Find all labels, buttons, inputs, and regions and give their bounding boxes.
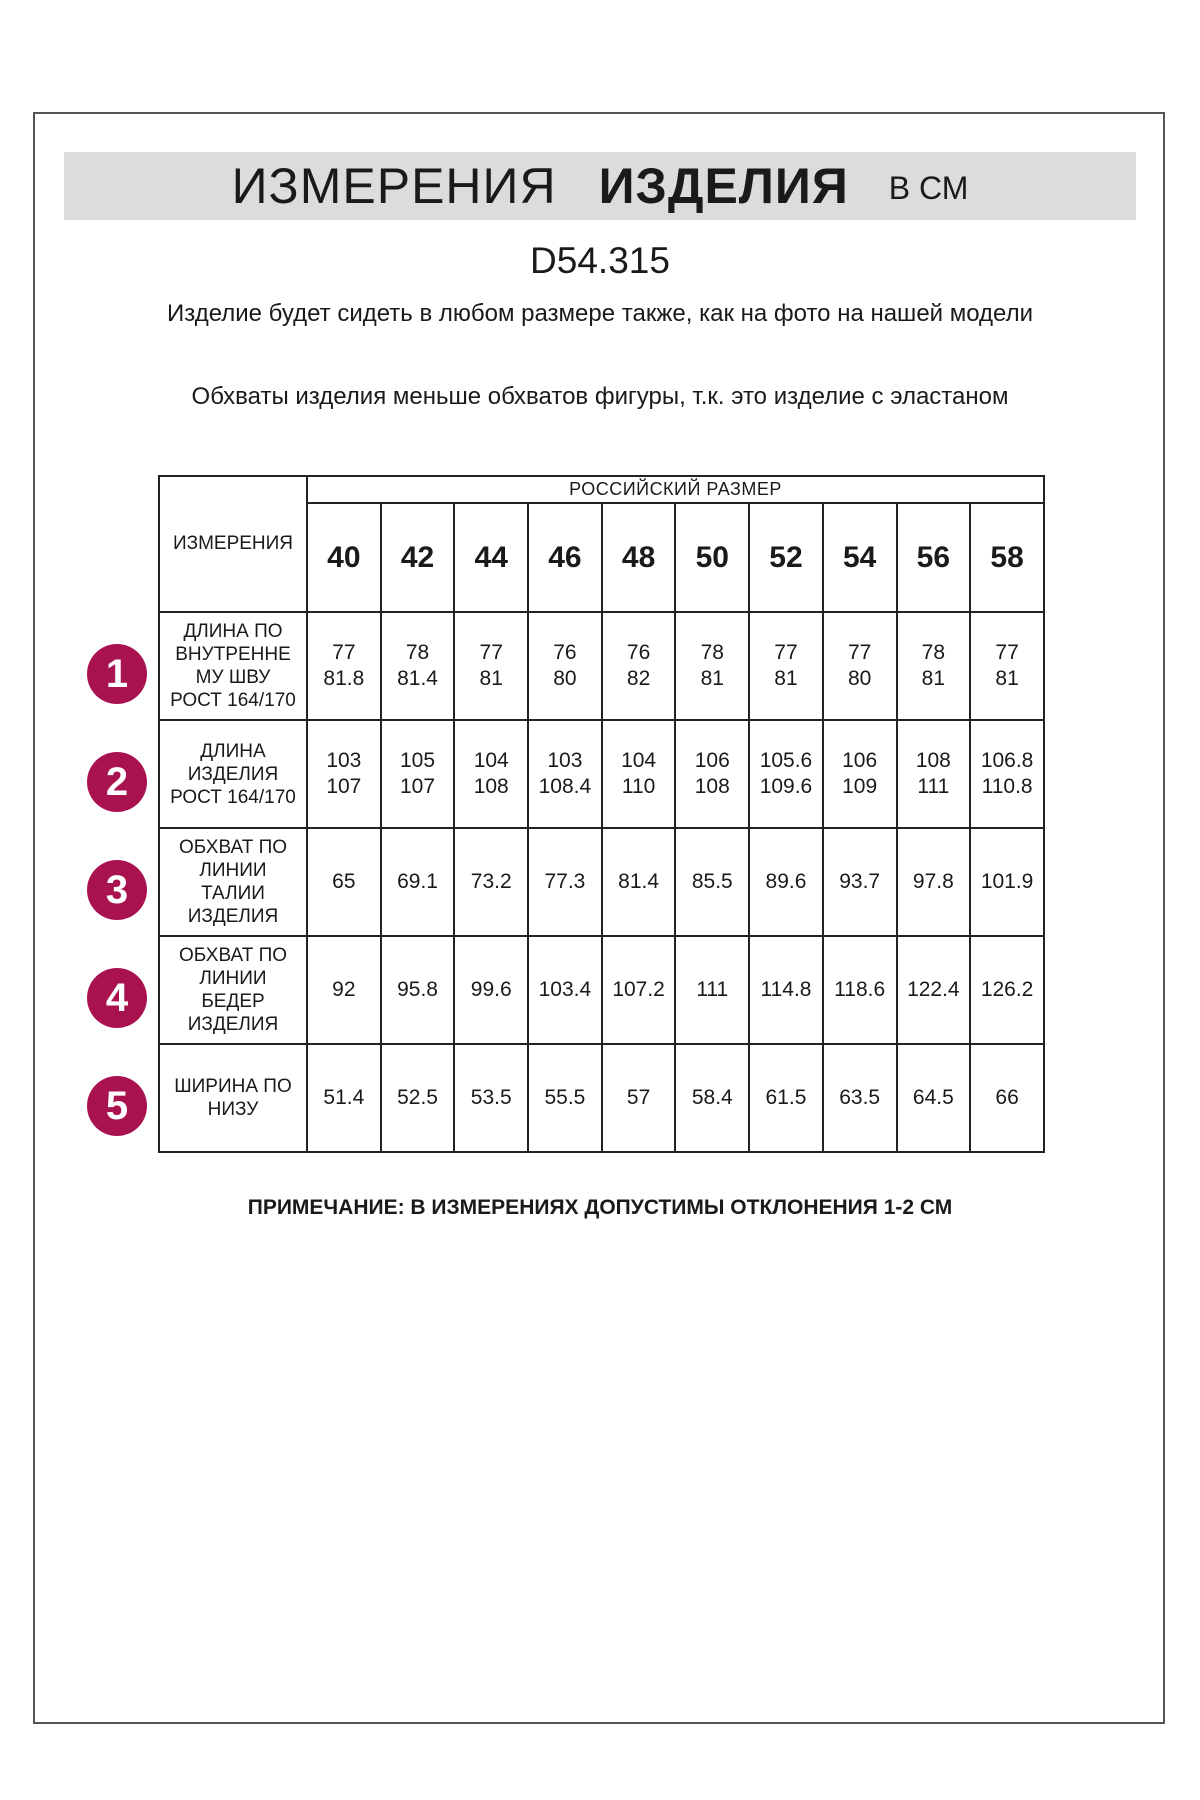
measure-label-line: ИЗДЕЛИЯ bbox=[187, 906, 279, 927]
measure-value-line: 55.5 bbox=[544, 1086, 586, 1109]
measure-value-line: 109.6 bbox=[759, 775, 813, 798]
title-part1: ИЗМЕРЕНИЯ bbox=[231, 158, 557, 214]
measure-value-line: 65 bbox=[332, 870, 356, 893]
measure-value-line: 103.4 bbox=[538, 978, 592, 1001]
measure-label-line: ТАЛИИ bbox=[201, 883, 265, 904]
measure-label bbox=[159, 828, 307, 936]
table-row bbox=[159, 828, 1044, 936]
measure-value-line: 107 bbox=[326, 775, 362, 798]
measure-value bbox=[528, 1044, 602, 1152]
measure-value bbox=[602, 720, 676, 828]
measure-value bbox=[528, 828, 602, 936]
measure-label-line: БЕДЕР bbox=[201, 991, 265, 1012]
measure-value bbox=[307, 612, 381, 720]
measure-value-line: 110.8 bbox=[981, 775, 1033, 798]
measure-value-line: 78 bbox=[700, 641, 724, 664]
measure-value bbox=[970, 936, 1044, 1044]
measure-value-line: 81.4 bbox=[618, 870, 660, 893]
measure-value bbox=[454, 936, 528, 1044]
measure-value bbox=[897, 1044, 971, 1152]
measure-value-line: 52.5 bbox=[397, 1086, 438, 1109]
measure-value-line: 77 bbox=[774, 641, 798, 664]
measure-value-line: 108 bbox=[473, 775, 509, 798]
size-group-header: РОССИЙСКИЙ РАЗМЕР bbox=[307, 476, 1044, 503]
measure-label-line: ОБХВАТ ПО bbox=[178, 837, 288, 858]
measure-value bbox=[454, 720, 528, 828]
measure-value bbox=[823, 720, 897, 828]
row-number-badge: 3 bbox=[89, 862, 145, 918]
measure-label-line: ДЛИНА bbox=[200, 740, 266, 762]
measure-value-line: 81 bbox=[774, 667, 798, 690]
measure-value bbox=[897, 720, 971, 828]
measure-value-line: 73.2 bbox=[470, 870, 512, 893]
measure-value-line: 108 bbox=[915, 749, 951, 772]
measure-value-line: 78 bbox=[405, 641, 430, 664]
measure-value-line: 51.4 bbox=[323, 1086, 365, 1109]
size-header-cell: 56 bbox=[897, 503, 971, 612]
measure-value-line: 77.3 bbox=[544, 870, 586, 893]
measure-value bbox=[897, 612, 971, 720]
measure-value-line: 57 bbox=[626, 1086, 651, 1109]
measure-value-line: 77 bbox=[847, 641, 872, 664]
measure-value bbox=[823, 1044, 897, 1152]
table-row bbox=[159, 720, 1044, 828]
measure-label bbox=[159, 1044, 307, 1152]
measure-value bbox=[823, 828, 897, 936]
measure-value-line: 82 bbox=[626, 667, 651, 690]
measure-value-line: 77 bbox=[332, 641, 356, 664]
measure-label-line: РОСТ 164/170 bbox=[170, 786, 296, 808]
measure-label-line: НИЗУ bbox=[207, 1099, 259, 1120]
measure-value-line: 106 bbox=[694, 749, 730, 772]
measure-value-line: 114.8 bbox=[760, 978, 812, 1001]
measure-label-line: ШИРИНА ПО bbox=[174, 1076, 292, 1097]
measure-value-line: 95.8 bbox=[397, 978, 438, 1001]
size-header-cell: 50 bbox=[675, 503, 749, 612]
measure-value bbox=[749, 720, 823, 828]
size-header-cell: 40 bbox=[307, 503, 381, 612]
measure-value-line: 105.6 bbox=[759, 749, 813, 772]
measure-value bbox=[970, 612, 1044, 720]
title-unit: В СМ bbox=[888, 169, 969, 206]
measure-value bbox=[970, 720, 1044, 828]
measure-value bbox=[675, 720, 749, 828]
table-row bbox=[159, 1044, 1044, 1152]
measure-value-line: 81 bbox=[921, 667, 946, 690]
measure-value bbox=[749, 936, 823, 1044]
measure-value-line: 78 bbox=[921, 641, 946, 664]
measure-value bbox=[823, 936, 897, 1044]
measure-value-line: 76 bbox=[626, 641, 651, 664]
measure-value-line: 69.1 bbox=[397, 870, 438, 893]
measure-label-line: ЛИНИИ bbox=[199, 860, 267, 881]
measure-label-line: ВНУТРЕННЕ bbox=[175, 644, 291, 665]
measure-value-line: 66 bbox=[995, 1086, 1019, 1109]
size-table bbox=[158, 475, 1045, 1153]
measure-value-line: 111 bbox=[696, 978, 729, 1001]
measure-value-line: 126.2 bbox=[980, 978, 1034, 1001]
measure-value-line: 81.4 bbox=[397, 667, 438, 690]
measure-value bbox=[675, 1044, 749, 1152]
measure-value-line: 93.7 bbox=[839, 870, 881, 893]
size-header-cell: 42 bbox=[381, 503, 455, 612]
measure-value bbox=[307, 1044, 381, 1152]
measure-value-line: 107.2 bbox=[612, 978, 665, 1001]
measure-value bbox=[528, 612, 602, 720]
measure-value bbox=[602, 828, 676, 936]
measure-value-line: 58.4 bbox=[691, 1086, 733, 1109]
measure-value-line: 64.5 bbox=[912, 1086, 954, 1109]
elastane-note: Обхваты изделия меньше обхватов фигуры, т.к. это изделие с эластаном bbox=[191, 383, 1009, 410]
measure-value-line: 85.5 bbox=[691, 870, 733, 893]
title-bar bbox=[64, 152, 1136, 220]
measure-value bbox=[381, 1044, 455, 1152]
measure-value-line: 122.4 bbox=[907, 978, 960, 1001]
measure-value-line: 76 bbox=[553, 641, 577, 664]
measure-value-line: 80 bbox=[847, 667, 872, 690]
measure-value-line: 110 bbox=[621, 775, 656, 798]
measure-value bbox=[381, 828, 455, 936]
measure-value bbox=[897, 828, 971, 936]
table-row bbox=[159, 936, 1044, 1044]
row-number-badge: 2 bbox=[89, 754, 145, 810]
measure-label-line: ОБХВАТ ПО bbox=[178, 945, 288, 966]
measure-value-line: 77 bbox=[479, 641, 503, 664]
measure-value-line: 106 bbox=[842, 749, 878, 772]
measure-label-line: МУ ШВУ bbox=[195, 667, 271, 688]
tolerance-remark: ПРИМЕЧАНИЕ: В ИЗМЕРЕНИЯХ ДОПУСТИМЫ ОТКЛОНЕНИЯ 1-2 СМ bbox=[247, 1196, 953, 1219]
measure-value bbox=[749, 828, 823, 936]
measure-label-line: ДЛИНА ПО bbox=[183, 621, 283, 642]
measure-value-line: 53.5 bbox=[470, 1086, 512, 1109]
measure-value bbox=[381, 612, 455, 720]
size-header-cell: 46 bbox=[528, 503, 602, 612]
measure-value-line: 109 bbox=[842, 775, 878, 798]
measure-value-line: 106.8 bbox=[980, 749, 1034, 772]
size-header-cell: 44 bbox=[454, 503, 528, 612]
measure-value bbox=[454, 612, 528, 720]
measure-value-line: 80 bbox=[553, 667, 577, 690]
measure-value bbox=[675, 936, 749, 1044]
measure-label bbox=[159, 612, 307, 720]
measure-value-line: 92 bbox=[332, 978, 356, 1001]
measure-value bbox=[307, 828, 381, 936]
measure-value bbox=[381, 720, 455, 828]
title-part2: ИЗДЕЛИЯ bbox=[598, 158, 849, 214]
measure-value-line: 99.6 bbox=[470, 978, 512, 1001]
fit-note: Изделие будет сидеть в любом размере также, как на фото на нашей модели bbox=[166, 300, 1034, 327]
measure-value-line: 81 bbox=[479, 667, 503, 690]
measure-value-line: 118.6 bbox=[834, 978, 886, 1001]
measure-label bbox=[159, 720, 307, 828]
measure-value bbox=[528, 936, 602, 1044]
measure-value bbox=[970, 828, 1044, 936]
measure-label-line: ИЗДЕЛИЯ bbox=[187, 763, 279, 785]
measure-value-line: 104 bbox=[621, 749, 657, 772]
measure-value bbox=[675, 828, 749, 936]
measure-value bbox=[307, 720, 381, 828]
measure-value-line: 81.8 bbox=[323, 667, 365, 690]
measure-label-line: ЛИНИИ bbox=[199, 968, 267, 989]
measure-label bbox=[159, 936, 307, 1044]
measure-value-line: 103 bbox=[547, 749, 583, 772]
measure-value-line: 108.4 bbox=[538, 775, 592, 798]
measure-value bbox=[307, 936, 381, 1044]
measure-value-line: 81 bbox=[700, 667, 724, 690]
size-header-cell: 54 bbox=[823, 503, 897, 612]
measure-value-line: 108 bbox=[694, 775, 730, 798]
table-row bbox=[159, 612, 1044, 720]
product-code: D54.315 bbox=[530, 240, 670, 281]
size-header-cell: 48 bbox=[602, 503, 676, 612]
measure-value bbox=[897, 936, 971, 1044]
measure-value bbox=[602, 612, 676, 720]
measure-value bbox=[454, 1044, 528, 1152]
measure-value bbox=[675, 612, 749, 720]
measure-value bbox=[454, 828, 528, 936]
size-header-cell: 58 bbox=[970, 503, 1044, 612]
row-number-badge: 5 bbox=[89, 1078, 145, 1134]
measure-value-line: 105 bbox=[400, 749, 436, 772]
measure-value bbox=[970, 1044, 1044, 1152]
measure-header: ИЗМЕРЕНИЯ bbox=[159, 476, 307, 612]
measure-value bbox=[381, 936, 455, 1044]
measure-value bbox=[602, 936, 676, 1044]
measure-label-line: ИЗДЕЛИЯ bbox=[187, 1014, 279, 1035]
row-number-badge: 1 bbox=[89, 646, 145, 702]
measure-value-line: 104 bbox=[473, 749, 509, 772]
measure-value bbox=[528, 720, 602, 828]
measure-value-line: 97.8 bbox=[912, 870, 954, 893]
measure-value-line: 63.5 bbox=[839, 1086, 881, 1109]
measure-label-line: РОСТ 164/170 bbox=[170, 690, 296, 711]
measure-value-line: 77 bbox=[995, 641, 1019, 664]
measure-value-line: 81 bbox=[995, 667, 1019, 690]
measure-value-line: 111 bbox=[917, 775, 950, 798]
row-number-badge: 4 bbox=[89, 970, 145, 1026]
measure-value-line: 101.9 bbox=[980, 870, 1034, 893]
measure-value bbox=[749, 1044, 823, 1152]
measure-value-line: 103 bbox=[326, 749, 362, 772]
measure-value bbox=[823, 612, 897, 720]
measure-value-line: 89.6 bbox=[765, 870, 807, 893]
measure-value-line: 61.5 bbox=[765, 1086, 807, 1109]
measure-value bbox=[749, 612, 823, 720]
size-header-cell: 52 bbox=[749, 503, 823, 612]
measure-value-line: 107 bbox=[400, 775, 436, 798]
measure-value bbox=[602, 1044, 676, 1152]
